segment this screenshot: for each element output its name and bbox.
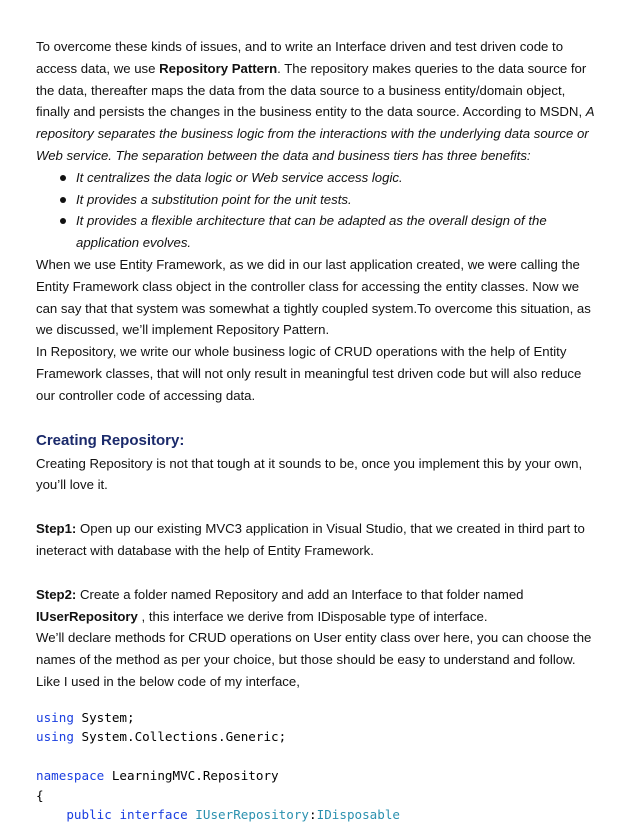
bullet-icon	[60, 218, 66, 224]
interface-name: IUserRepository	[36, 608, 138, 624]
list-item: It centralizes the data logic or Web service access logic.	[36, 167, 602, 189]
code-line: using System;	[36, 709, 135, 725]
msdn-quote: A repository separates the business logic from the interactions with the underlying data source or Web service. The separation between the data and business tiers has three benefits:	[36, 104, 595, 163]
list-item: It provides a flexible architecture that can be adapted as the overall design of the application evolves.	[36, 210, 602, 254]
repository-pattern-term: Repository Pattern	[159, 60, 278, 76]
list-item: It provides a substitution point for the unit tests.	[36, 189, 602, 211]
code-line: using System.Collections.Generic;	[36, 729, 287, 745]
step2-example-line: Like I used in the below code of my interface,	[36, 673, 300, 689]
code-line: public interface IUserRepository:IDisposable	[66, 807, 401, 823]
code-block	[36, 708, 602, 825]
step2-label: Step2:	[36, 586, 77, 602]
repository-crud-paragraph: In Repository, we write our whole business logic of CRUD operations with the help of Entity Framework classes, that will not only result in meaningful test driven code but will also reduce our controller code of accessing data.	[36, 344, 582, 403]
bullet-icon	[60, 197, 66, 203]
entity-framework-paragraph: When we use Entity Framework, as we did in our last application created, we were calling the Entity Framework class object in the controller class for accessing the entity classes. Now we can say that that system was somewhat a tightly coupled system.To overcome this situation, as we discussed, we’ll implement Repository Pattern.	[36, 256, 591, 338]
step2-methods-paragraph: We’ll declare methods for CRUD operations on User entity class over here, you can choose the names of the method as per your choice, but those should be easy to understand and follow.	[36, 630, 592, 668]
step1-paragraph: Step1: Open up our existing MVC3 application in Visual Studio, that we created in third part to ineteract with database with the help of Entity Framework.	[36, 521, 585, 558]
intro-paragraph: To overcome these kinds of issues, and to write an Interface driven and test driven code to access data, we use Repository Pattern. The repository makes queries to the data source for the data, thereafter maps the data from the data source to a business entity/domain object, finally and persists the changes in the business entity to the data source. According to MSDN, A repository separates the business logic from the interactions with the underlying data source or Web service. The separation between the data and business tiers has three benefits:	[36, 39, 595, 163]
bullet-icon	[60, 175, 66, 181]
step2-paragraph: Step2: Create a folder named Repository and add an Interface to that folder named IUserRepository , this interface we derive from IDisposable type of interface.	[36, 586, 524, 624]
code-line: {	[36, 787, 44, 803]
creating-repository-paragraph: Creating Repository is not that tough at it sounds to be, once you implement this by your own, you’ll love it.	[36, 455, 583, 493]
benefits-list	[36, 167, 602, 254]
code-blank-line	[36, 747, 602, 767]
step1-label: Step1:	[36, 521, 77, 537]
document-page	[36, 36, 602, 825]
section-heading: Creating Repository:	[36, 431, 185, 449]
code-line: namespace LearningMVC.Repository	[36, 768, 279, 784]
